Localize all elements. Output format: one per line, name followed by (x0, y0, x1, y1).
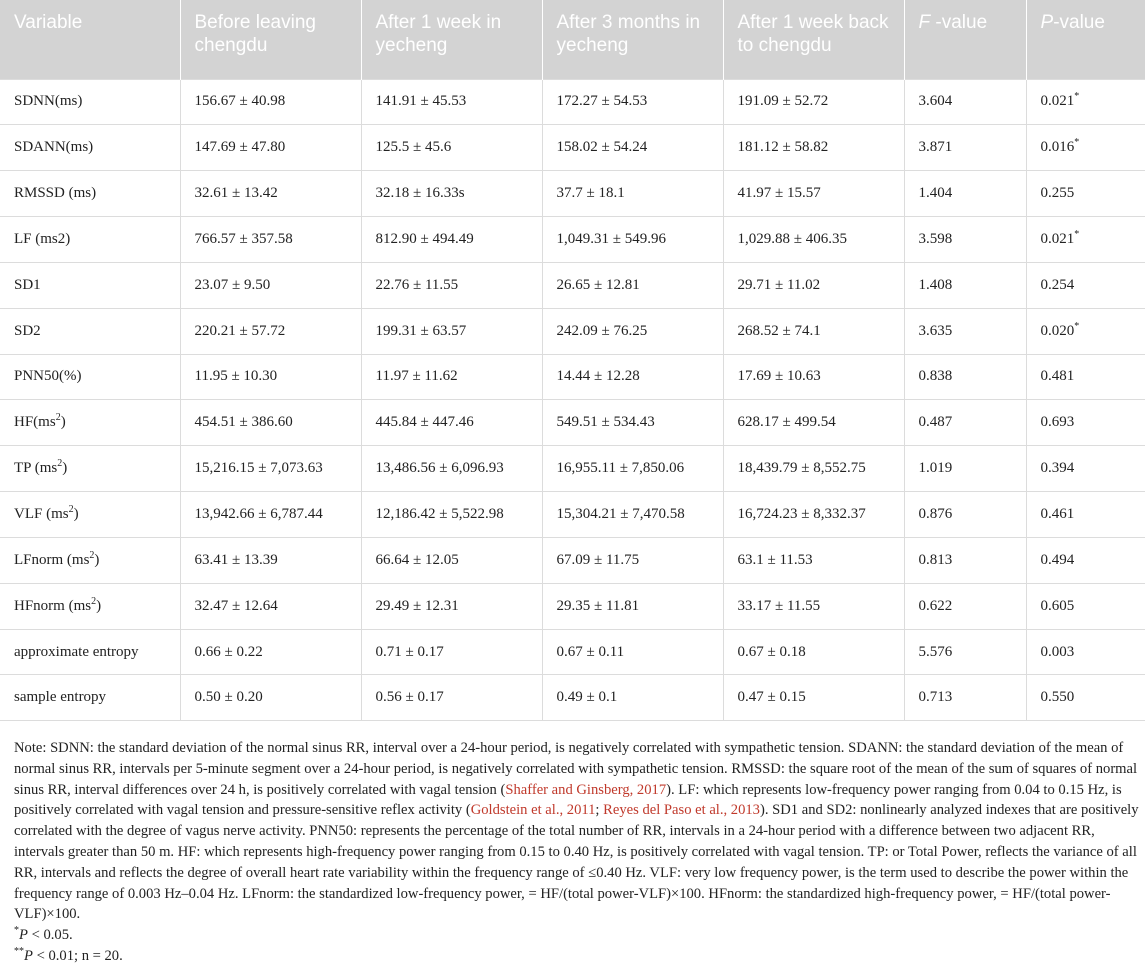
variable-unit-suffix: ) (60, 414, 66, 431)
cell-after-1-week-yecheng: 66.64 ± 12.05 (361, 537, 542, 583)
cell-after-1-week-back-chengdu: 33.17 ± 11.55 (723, 583, 904, 629)
cell-after-1-week-back-chengdu: 18,439.79 ± 8,552.75 (723, 446, 904, 492)
cell-after-1-week-yecheng: 32.18 ± 16.33s (361, 171, 542, 217)
p-value-number: 0.254 (1040, 276, 1075, 293)
significance-mark: * (1074, 91, 1080, 103)
table-row (0, 308, 1145, 354)
header-after-1-week-yecheng: After 1 week in yecheng (361, 0, 542, 79)
footnote-p005 (14, 925, 1142, 946)
cell-variable (0, 583, 180, 629)
p-value-number: 0.016 (1040, 139, 1075, 156)
cell-f-value: 0.813 (904, 537, 1026, 583)
footnote-mark-double: ** (14, 946, 24, 958)
cell-p-value (1026, 308, 1145, 354)
cell-after-3-months-yecheng: 242.09 ± 76.25 (542, 308, 723, 354)
cell-after-1-week-back-chengdu: 17.69 ± 10.63 (723, 354, 904, 400)
cell-p-value (1026, 537, 1145, 583)
significance-mark: * (1074, 228, 1080, 240)
note-text-3: ). SD1 and SD2: nonlinearly analyzed indexes that are positively correlated with the degree of vagus nerve activity. PNN50: represents the percentage of the total number of RR, intervals in a 24-hour period with a difference between two adjacent RR, intervals greater than 50 m. HF: which represents high-frequency power ranging from 0.15 to 0.40 Hz, is positively correlated with vagal tension. TP: or Total Power, reflects the variance of all RR, intervals and reflects the degree of overall heart rate variability within the frequency range of ≤0.40 Hz. VLF: very low frequency power, is the term used to describe the power within the frequency range of 0.003 Hz–0.04 Hz. LFnorm: the standardized low-frequency power, = HF/(total power-VLF)×100. HFnorm: the standardized high-frequency power, = HF/(total power-VLF)×100. (14, 802, 1139, 923)
note-paragraph (14, 738, 1142, 925)
variable-unit-suffix: ) (96, 597, 102, 614)
cell-variable (0, 629, 180, 675)
cell-variable (0, 537, 180, 583)
footnote-p-symbol: P (24, 947, 33, 964)
cell-before-leaving-chengdu: 156.67 ± 40.98 (180, 79, 361, 125)
header-f-suffix: -value (930, 12, 988, 33)
cell-after-1-week-yecheng: 0.71 ± 0.17 (361, 629, 542, 675)
cell-before-leaving-chengdu: 0.50 ± 0.20 (180, 675, 361, 721)
variable-unit-superscript: 2 (91, 595, 97, 607)
cell-after-1-week-back-chengdu: 1,029.88 ± 406.35 (723, 217, 904, 263)
cell-after-1-week-back-chengdu: 191.09 ± 52.72 (723, 79, 904, 125)
variable-unit-suffix: ) (94, 551, 100, 568)
variable-unit-suffix: ) (73, 506, 79, 523)
cell-f-value: 0.487 (904, 400, 1026, 446)
table-row (0, 629, 1145, 675)
header-before-leaving-chengdu: Before leaving chengdu (180, 0, 361, 79)
variable-name: HFnorm (ms (14, 597, 92, 614)
cell-after-1-week-back-chengdu: 41.97 ± 15.57 (723, 171, 904, 217)
cell-before-leaving-chengdu: 23.07 ± 9.50 (180, 262, 361, 308)
table-row (0, 354, 1145, 400)
header-row (0, 0, 1145, 79)
cell-f-value: 0.838 (904, 354, 1026, 400)
citation-link-shaffer[interactable]: Shaffer and Ginsberg, 2017 (505, 781, 667, 798)
cell-variable (0, 79, 180, 125)
p-value-number: 0.394 (1040, 460, 1075, 477)
cell-after-3-months-yecheng: 172.27 ± 54.53 (542, 79, 723, 125)
cell-after-1-week-yecheng: 445.84 ± 447.46 (361, 400, 542, 446)
cell-before-leaving-chengdu: 11.95 ± 10.30 (180, 354, 361, 400)
cell-after-1-week-yecheng: 29.49 ± 12.31 (361, 583, 542, 629)
cell-before-leaving-chengdu: 32.61 ± 13.42 (180, 171, 361, 217)
footnote-text: < 0.01; n = 20. (32, 947, 123, 964)
cell-p-value (1026, 629, 1145, 675)
p-value-number: 0.494 (1040, 551, 1075, 568)
variable-unit-suffix: ) (62, 460, 68, 477)
cell-after-1-week-yecheng: 12,186.42 ± 5,522.98 (361, 492, 542, 538)
p-value-number: 0.003 (1040, 643, 1075, 660)
variable-unit-superscript: 2 (68, 504, 74, 516)
citation-link-goldstein[interactable]: Goldstein et al., 2011 (470, 802, 596, 819)
cell-variable (0, 354, 180, 400)
cell-variable (0, 400, 180, 446)
cell-p-value (1026, 354, 1145, 400)
cell-after-1-week-back-chengdu: 628.17 ± 499.54 (723, 400, 904, 446)
cell-before-leaving-chengdu: 147.69 ± 47.80 (180, 125, 361, 171)
cell-after-1-week-back-chengdu: 29.71 ± 11.02 (723, 262, 904, 308)
cell-after-3-months-yecheng: 0.67 ± 0.11 (542, 629, 723, 675)
table-row (0, 217, 1145, 263)
cell-f-value: 3.635 (904, 308, 1026, 354)
cell-after-3-months-yecheng: 67.09 ± 11.75 (542, 537, 723, 583)
cell-f-value: 1.404 (904, 171, 1026, 217)
p-value-number: 0.020 (1040, 322, 1075, 339)
cell-f-value: 5.576 (904, 629, 1026, 675)
p-value-number: 0.605 (1040, 597, 1075, 614)
cell-after-1-week-yecheng: 199.31 ± 63.57 (361, 308, 542, 354)
cell-p-value (1026, 171, 1145, 217)
cell-after-3-months-yecheng: 26.65 ± 12.81 (542, 262, 723, 308)
cell-f-value: 1.408 (904, 262, 1026, 308)
table-row (0, 400, 1145, 446)
cell-variable (0, 262, 180, 308)
cell-after-3-months-yecheng: 29.35 ± 11.81 (542, 583, 723, 629)
cell-variable (0, 125, 180, 171)
table-row (0, 583, 1145, 629)
header-after-3-months-yecheng: After 3 months in yecheng (542, 0, 723, 79)
citation-link-reyes[interactable]: Reyes del Paso et al., 2013 (603, 802, 760, 819)
variable-name: SDNN(ms) (14, 93, 83, 110)
cell-f-value: 0.622 (904, 583, 1026, 629)
cell-after-1-week-yecheng: 22.76 ± 11.55 (361, 262, 542, 308)
cell-before-leaving-chengdu: 32.47 ± 12.64 (180, 583, 361, 629)
cell-after-1-week-yecheng: 125.5 ± 45.6 (361, 125, 542, 171)
cell-after-1-week-back-chengdu: 0.47 ± 0.15 (723, 675, 904, 721)
variable-name: SD2 (14, 322, 41, 339)
cell-after-3-months-yecheng: 15,304.21 ± 7,470.58 (542, 492, 723, 538)
cell-p-value (1026, 675, 1145, 721)
cell-variable (0, 217, 180, 263)
variable-name: RMSSD (ms) (14, 185, 97, 202)
cell-after-1-week-back-chengdu: 16,724.23 ± 8,332.37 (723, 492, 904, 538)
cell-after-3-months-yecheng: 16,955.11 ± 7,850.06 (542, 446, 723, 492)
table-body (0, 79, 1145, 721)
table-row (0, 171, 1145, 217)
cell-variable (0, 308, 180, 354)
cell-before-leaving-chengdu: 766.57 ± 357.58 (180, 217, 361, 263)
cell-p-value (1026, 79, 1145, 125)
variable-unit-superscript: 2 (57, 458, 63, 470)
header-f-value (904, 0, 1026, 79)
table-row (0, 537, 1145, 583)
cell-after-3-months-yecheng: 37.7 ± 18.1 (542, 171, 723, 217)
cell-after-1-week-yecheng: 11.97 ± 11.62 (361, 354, 542, 400)
cell-f-value: 3.604 (904, 79, 1026, 125)
table-row (0, 79, 1145, 125)
footnote-text: < 0.05. (27, 927, 73, 944)
footnote-mark-single: * (14, 925, 19, 937)
variable-name: LFnorm (ms (14, 551, 90, 568)
note-text-1: Note: SDNN: the standard deviation of the normal sinus RR, interval over a 24-hour period, is negatively correlated with sympathetic tension. SDANN: the standard deviation of the mean of normal sinus RR, intervals per 5-minute segment over a 24-hour period, is negatively correlated with sympathetic tension. RMSSD: the square root of the mean of the sum of squares of normal sinus RR, interval differences over 24 h, is positively correlated with vagal tension ( (14, 740, 1138, 798)
variable-name: HF(ms (14, 414, 56, 431)
p-value-number: 0.255 (1040, 185, 1075, 202)
variable-name: PNN50(%) (14, 368, 82, 385)
table-row (0, 262, 1145, 308)
cell-after-1-week-yecheng: 141.91 ± 45.53 (361, 79, 542, 125)
cell-before-leaving-chengdu: 220.21 ± 57.72 (180, 308, 361, 354)
variable-name: SDANN(ms) (14, 139, 94, 156)
variable-name: TP (ms (14, 460, 58, 477)
cell-after-1-week-back-chengdu: 181.12 ± 58.82 (723, 125, 904, 171)
cell-before-leaving-chengdu: 13,942.66 ± 6,787.44 (180, 492, 361, 538)
variable-name: approximate entropy (14, 643, 139, 660)
cell-variable (0, 492, 180, 538)
cell-after-1-week-back-chengdu: 268.52 ± 74.1 (723, 308, 904, 354)
cell-after-1-week-back-chengdu: 63.1 ± 11.53 (723, 537, 904, 583)
significance-mark: * (1074, 320, 1080, 332)
p-value-number: 0.693 (1040, 414, 1075, 431)
cell-before-leaving-chengdu: 63.41 ± 13.39 (180, 537, 361, 583)
cell-p-value (1026, 262, 1145, 308)
table-note (14, 738, 1142, 967)
cell-after-3-months-yecheng: 0.49 ± 0.1 (542, 675, 723, 721)
cell-variable (0, 171, 180, 217)
cell-after-3-months-yecheng: 1,049.31 ± 549.96 (542, 217, 723, 263)
header-p-value (1026, 0, 1145, 79)
variable-unit-superscript: 2 (89, 549, 95, 561)
cell-after-1-week-yecheng: 0.56 ± 0.17 (361, 675, 542, 721)
cell-before-leaving-chengdu: 0.66 ± 0.22 (180, 629, 361, 675)
cell-f-value: 0.876 (904, 492, 1026, 538)
p-value-number: 0.021 (1040, 93, 1075, 110)
header-variable: Variable (0, 0, 180, 79)
variable-name: LF (ms2) (14, 230, 71, 247)
footnote-p-symbol: P (19, 927, 28, 944)
p-value-number: 0.461 (1040, 506, 1075, 523)
cell-f-value: 3.871 (904, 125, 1026, 171)
cell-f-value: 0.713 (904, 675, 1026, 721)
variable-name: sample entropy (14, 689, 107, 706)
cell-after-3-months-yecheng: 158.02 ± 54.24 (542, 125, 723, 171)
variable-name: VLF (ms (14, 506, 69, 523)
table-row (0, 125, 1145, 171)
cell-after-1-week-back-chengdu: 0.67 ± 0.18 (723, 629, 904, 675)
header-p-italic: P (1040, 12, 1054, 33)
cell-variable (0, 446, 180, 492)
p-value-number: 0.481 (1040, 368, 1075, 385)
cell-p-value (1026, 400, 1145, 446)
variable-unit-superscript: 2 (55, 412, 61, 424)
cell-after-3-months-yecheng: 549.51 ± 534.43 (542, 400, 723, 446)
header-after-1-week-back-chengdu: After 1 week back to chengdu (723, 0, 904, 79)
cell-variable (0, 675, 180, 721)
cell-f-value: 1.019 (904, 446, 1026, 492)
note-separator: ; (595, 802, 604, 819)
p-value-number: 0.550 (1040, 689, 1075, 706)
cell-after-1-week-yecheng: 812.90 ± 494.49 (361, 217, 542, 263)
cell-p-value (1026, 125, 1145, 171)
cell-after-1-week-yecheng: 13,486.56 ± 6,096.93 (361, 446, 542, 492)
table-row (0, 675, 1145, 721)
cell-after-3-months-yecheng: 14.44 ± 12.28 (542, 354, 723, 400)
header-f-italic: F (918, 12, 931, 33)
significance-mark: * (1074, 137, 1080, 149)
note-text-2: ). LF: which represents low-frequency power ranging from 0.04 to 0.15 Hz, is positively correlated with vagal tension and pressure-sensitive reflex activity ( (14, 781, 1122, 819)
table-row (0, 492, 1145, 538)
cell-before-leaving-chengdu: 15,216.15 ± 7,073.63 (180, 446, 361, 492)
cell-f-value: 3.598 (904, 217, 1026, 263)
cell-p-value (1026, 583, 1145, 629)
cell-p-value (1026, 217, 1145, 263)
table-row (0, 446, 1145, 492)
cell-before-leaving-chengdu: 454.51 ± 386.60 (180, 400, 361, 446)
cell-p-value (1026, 492, 1145, 538)
variable-name: SD1 (14, 276, 41, 293)
cell-p-value (1026, 446, 1145, 492)
header-p-suffix: -value (1053, 12, 1105, 33)
p-value-number: 0.021 (1040, 230, 1075, 247)
